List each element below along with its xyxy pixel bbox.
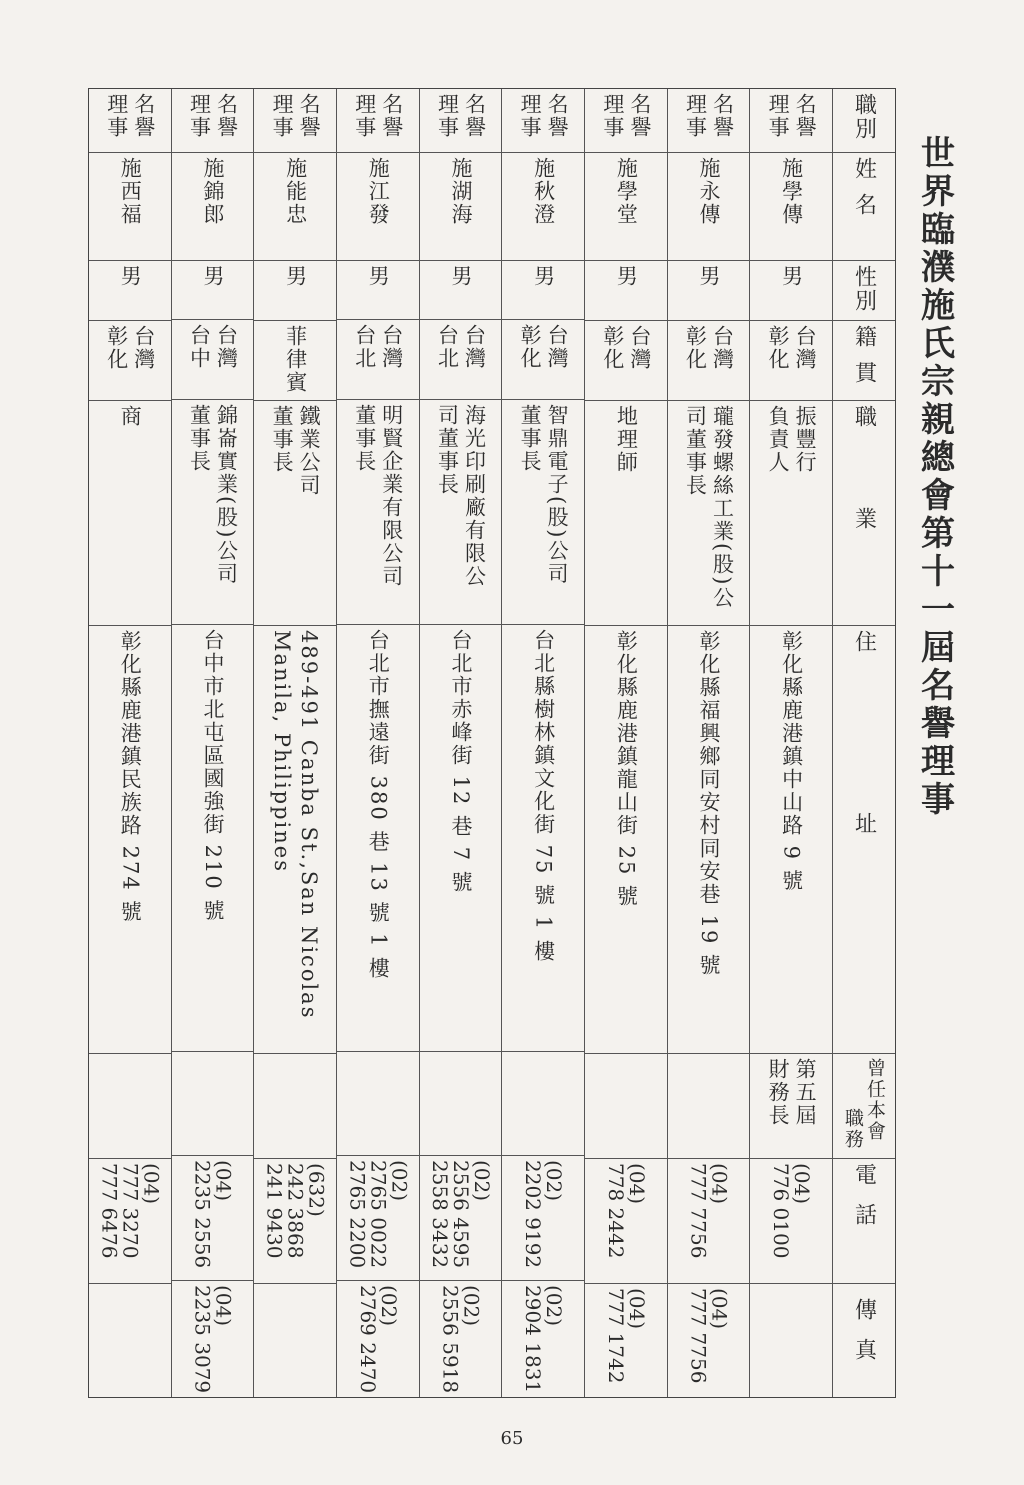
cell-fax <box>254 1284 336 1397</box>
cell-role <box>337 89 419 153</box>
cell-text: 242 3868 <box>283 1163 308 1259</box>
cell-past-post <box>502 1052 584 1157</box>
cell-text: 司董事長 <box>683 405 708 497</box>
cell-text: (04) <box>624 1288 649 1330</box>
cell-text: 施湖海 <box>448 156 473 226</box>
cell-text: 施錦郎 <box>200 156 225 226</box>
cell-text: 台北市撫遠街 380 巷 13 號 1 樓 <box>366 628 391 980</box>
cell-text: 男 <box>118 265 143 288</box>
cell-name <box>502 153 584 261</box>
cell-past-post <box>585 1054 667 1159</box>
cell-text: (02) <box>542 1285 567 1327</box>
header-column <box>832 89 895 1397</box>
cell-text: 241 9430 <box>262 1163 287 1259</box>
cell-role <box>172 89 254 153</box>
cell-text: 台中市北屯區國強街 210 號 <box>200 628 225 923</box>
header-address: 住址 <box>833 626 895 1054</box>
cell-address <box>254 626 336 1054</box>
cell-origin <box>172 320 254 400</box>
cell-text: 彰化縣鹿港鎮中山路 9 號 <box>779 630 804 893</box>
cell-job <box>585 401 667 626</box>
cell-text: 司董事長 <box>435 404 460 497</box>
cell-tel <box>502 1156 584 1281</box>
cell-text: 董事長 <box>270 405 295 474</box>
cell-text: 2558 3432 <box>427 1160 452 1269</box>
cell-text: 777 3270 <box>118 1163 143 1259</box>
cell-role <box>89 89 171 153</box>
cell-job <box>172 400 254 624</box>
cell-job <box>89 401 171 626</box>
cell-role <box>502 89 584 153</box>
cell-job <box>668 401 750 626</box>
cell-text: 理事 <box>352 93 377 139</box>
cell-address <box>502 625 584 1052</box>
cell-text: 2556 4595 <box>448 1160 473 1269</box>
cell-tel <box>420 1156 502 1281</box>
cell-fax <box>172 1281 254 1397</box>
cell-name <box>337 153 419 261</box>
cell-address <box>668 626 750 1054</box>
header-name: 姓名 <box>833 153 895 261</box>
cell-gender <box>502 261 584 321</box>
table-row <box>253 89 336 1397</box>
cell-text: 777 1742 <box>603 1288 628 1384</box>
cell-text: 2904 1831 <box>521 1285 546 1394</box>
table-row <box>749 89 832 1397</box>
cell-text: 男 <box>531 264 556 288</box>
cell-text: 男 <box>448 264 473 288</box>
cell-gender <box>254 261 336 321</box>
cell-text: 理事 <box>270 93 295 139</box>
cell-text: 台北縣樹林鎮文化街 75 號 1 樓 <box>531 628 556 963</box>
header-gender: 性別 <box>833 261 895 321</box>
header-job: 職業 <box>833 401 895 626</box>
cell-text: 董事長 <box>187 404 212 474</box>
cell-text: 名譽 <box>627 93 652 139</box>
cell-fax <box>502 1281 584 1397</box>
header-fax: 傳真 <box>851 1298 877 1378</box>
cell-origin <box>89 321 171 401</box>
cell-role <box>254 89 336 153</box>
cell-text: 男 <box>283 265 308 288</box>
cell-text: 台灣 <box>379 324 404 371</box>
cell-text: 男 <box>366 264 391 288</box>
cell-text: 名譽 <box>297 93 322 139</box>
cell-text: (02) <box>376 1285 401 1327</box>
cell-text: Manila, Philippines <box>270 630 295 873</box>
cell-text: 2765 2200 <box>345 1160 370 1269</box>
cell-past-post <box>254 1054 336 1159</box>
cell-text: 瓏發螺絲工業(股)公 <box>710 405 735 610</box>
cell-text: 理事 <box>766 93 791 139</box>
cell-text: 商 <box>118 405 143 428</box>
cell-gender <box>585 261 667 321</box>
cell-text: 台灣 <box>131 325 156 371</box>
cell-text: 負責人 <box>766 405 791 474</box>
cell-text: (04) <box>139 1163 164 1205</box>
cell-text: 2765 0022 <box>366 1160 391 1269</box>
cell-name <box>750 153 832 261</box>
cell-text: 男 <box>614 265 639 288</box>
cell-job <box>750 401 832 626</box>
cell-text: (04) <box>707 1163 732 1205</box>
cell-text: 台灣 <box>793 325 818 371</box>
cell-fax <box>89 1284 171 1397</box>
cell-text: (02) <box>542 1160 567 1202</box>
header-tel: 電話 <box>833 1159 895 1284</box>
table-row <box>336 89 419 1397</box>
cell-text: 理事 <box>435 93 460 139</box>
cell-job <box>337 400 419 624</box>
cell-text: (04) <box>624 1163 649 1205</box>
cell-tel <box>337 1156 419 1281</box>
cell-tel <box>254 1159 336 1284</box>
cell-text: 台灣 <box>627 325 652 371</box>
cell-text: 理事 <box>104 93 129 139</box>
cell-text: 彰化 <box>766 325 791 371</box>
cell-job <box>254 401 336 626</box>
table-row <box>419 89 502 1397</box>
cell-text: 施西福 <box>118 157 143 226</box>
cell-text: 彰化 <box>600 325 625 371</box>
cell-past-post <box>420 1052 502 1157</box>
cell-address <box>585 626 667 1054</box>
header-origin: 籍貫 <box>833 321 895 401</box>
cell-tel <box>172 1156 254 1281</box>
cell-text: 台中 <box>187 324 212 371</box>
cell-past-post <box>668 1054 750 1159</box>
cell-past-post <box>89 1054 171 1159</box>
cell-text: (02) <box>469 1160 494 1202</box>
cell-address <box>750 626 832 1054</box>
cell-text: 施學傳 <box>779 157 804 226</box>
page-number: 65 <box>500 1428 524 1449</box>
cell-name <box>254 153 336 261</box>
cell-text: 理事 <box>187 93 212 139</box>
cell-text: 男 <box>779 265 804 288</box>
cell-text: 台灣 <box>710 325 735 371</box>
cell-text: 彰化縣鹿港鎮民族路 274 號 <box>118 630 143 924</box>
cell-text: 施學堂 <box>614 157 639 226</box>
cell-tel <box>585 1159 667 1284</box>
cell-fax <box>420 1281 502 1397</box>
cell-text: 施秋澄 <box>531 156 556 226</box>
cell-text: 振豐行 <box>793 405 818 474</box>
cell-text: 施能忠 <box>283 157 308 226</box>
cell-origin <box>502 320 584 400</box>
cell-text: 彰化縣福興鄉同安村同安巷 19 號 <box>696 630 721 978</box>
cell-text: 施江發 <box>366 156 391 226</box>
cell-text: 彰化 <box>518 324 543 371</box>
cell-text: 第五屆 <box>793 1058 818 1127</box>
cell-text: 台灣 <box>462 324 487 371</box>
table-row <box>667 89 750 1397</box>
cell-origin <box>420 320 502 400</box>
cell-text: (02) <box>387 1160 412 1202</box>
cell-text: (632) <box>304 1163 329 1217</box>
cell-text: 2202 9192 <box>521 1160 546 1269</box>
cell-text: 489-491 Canba St.,San Nicolas <box>297 630 322 1020</box>
cell-text: 777 7756 <box>686 1163 711 1259</box>
cell-text: 2769 2470 <box>355 1285 380 1394</box>
cell-tel <box>750 1159 832 1284</box>
cell-text: 董事長 <box>352 404 377 474</box>
cell-text: 台北市赤峰街 12 巷 7 號 <box>448 628 473 894</box>
cell-gender <box>337 261 419 321</box>
cell-origin <box>668 321 750 401</box>
cell-name <box>420 153 502 261</box>
cell-text: 彰化 <box>104 325 129 371</box>
cell-text: 理事 <box>600 93 625 139</box>
cell-job <box>502 400 584 624</box>
cell-text: 地理師 <box>614 405 639 474</box>
cell-text: 名譽 <box>710 93 735 139</box>
cell-text: 名譽 <box>131 93 156 139</box>
cell-role <box>668 89 750 153</box>
cell-role <box>585 89 667 153</box>
cell-text: 菲律賓 <box>283 325 308 394</box>
cell-text: (04) <box>790 1163 815 1205</box>
cell-text: 男 <box>696 265 721 288</box>
cell-job <box>420 400 502 624</box>
cell-text: 彰化 <box>683 325 708 371</box>
cell-text: 台北 <box>352 324 377 371</box>
cell-text: 台灣 <box>214 324 239 371</box>
cell-address <box>89 626 171 1054</box>
cell-text: 男 <box>200 264 225 288</box>
cell-fax <box>668 1284 750 1397</box>
cell-text: 智鼎電子(股)公司 <box>545 404 570 586</box>
honorary-directors-table <box>88 88 896 1398</box>
cell-text: 彰化縣鹿港鎮龍山街 25 號 <box>614 630 639 909</box>
cell-text: (04) <box>211 1160 236 1202</box>
page-title: 世界臨濮施氏宗親總會第十一屆名譽理事 <box>914 135 955 819</box>
cell-text: 海光印刷廠有限公 <box>462 404 487 589</box>
cell-text: 台灣 <box>545 324 570 371</box>
cell-name <box>585 153 667 261</box>
cell-text: 776 0100 <box>769 1163 794 1259</box>
cell-role <box>420 89 502 153</box>
cell-past-post <box>172 1052 254 1157</box>
cell-gender <box>172 261 254 321</box>
cell-text: (02) <box>459 1285 484 1327</box>
cell-text: 778 2442 <box>603 1163 628 1259</box>
cell-gender <box>420 261 502 321</box>
table-row <box>89 89 171 1397</box>
cell-address <box>172 625 254 1052</box>
cell-text: 錦崙實業(股)公司 <box>214 404 239 586</box>
cell-text: 鐵業公司 <box>297 405 322 497</box>
cell-gender <box>668 261 750 321</box>
cell-text: 理事 <box>683 93 708 139</box>
cell-address <box>337 625 419 1052</box>
cell-tel <box>668 1159 750 1284</box>
header-role: 職別 <box>833 89 895 153</box>
cell-text: 777 7756 <box>686 1288 711 1384</box>
cell-text: 明賢企業有限公司 <box>379 404 404 589</box>
cell-text: 2556 5918 <box>438 1285 463 1394</box>
cell-text: 名譽 <box>545 93 570 139</box>
cell-past-post <box>750 1054 832 1159</box>
cell-text: 2235 2556 <box>190 1160 215 1269</box>
cell-fax <box>337 1281 419 1397</box>
cell-tel <box>89 1159 171 1284</box>
cell-fax <box>585 1284 667 1397</box>
cell-past-post <box>337 1052 419 1157</box>
cell-text: 董事長 <box>518 404 543 474</box>
cell-name <box>172 153 254 261</box>
cell-text: 財務長 <box>766 1058 791 1127</box>
cell-text: 施永傳 <box>696 157 721 226</box>
cell-name <box>668 153 750 261</box>
cell-gender <box>750 261 832 321</box>
cell-name <box>89 153 171 261</box>
cell-text: 2235 3079 <box>190 1285 215 1394</box>
cell-text: 名譽 <box>462 93 487 139</box>
cell-origin <box>337 320 419 400</box>
header-past-post: 曾任本會 職務 <box>833 1054 895 1159</box>
cell-origin <box>750 321 832 401</box>
cell-text: 名譽 <box>793 93 818 139</box>
cell-text: 台北 <box>435 324 460 371</box>
table-row <box>584 89 667 1397</box>
cell-text: (04) <box>211 1285 236 1327</box>
table-row <box>171 89 254 1397</box>
cell-text: 理事 <box>518 93 543 139</box>
cell-text: 名譽 <box>214 93 239 139</box>
cell-text: 777 6476 <box>97 1163 122 1259</box>
cell-origin <box>585 321 667 401</box>
cell-role <box>750 89 832 153</box>
cell-text: (04) <box>707 1288 732 1330</box>
cell-origin <box>254 321 336 401</box>
cell-text: 名譽 <box>379 93 404 139</box>
cell-gender <box>89 261 171 321</box>
cell-address <box>420 625 502 1052</box>
table-row <box>501 89 584 1397</box>
cell-fax <box>750 1284 832 1397</box>
